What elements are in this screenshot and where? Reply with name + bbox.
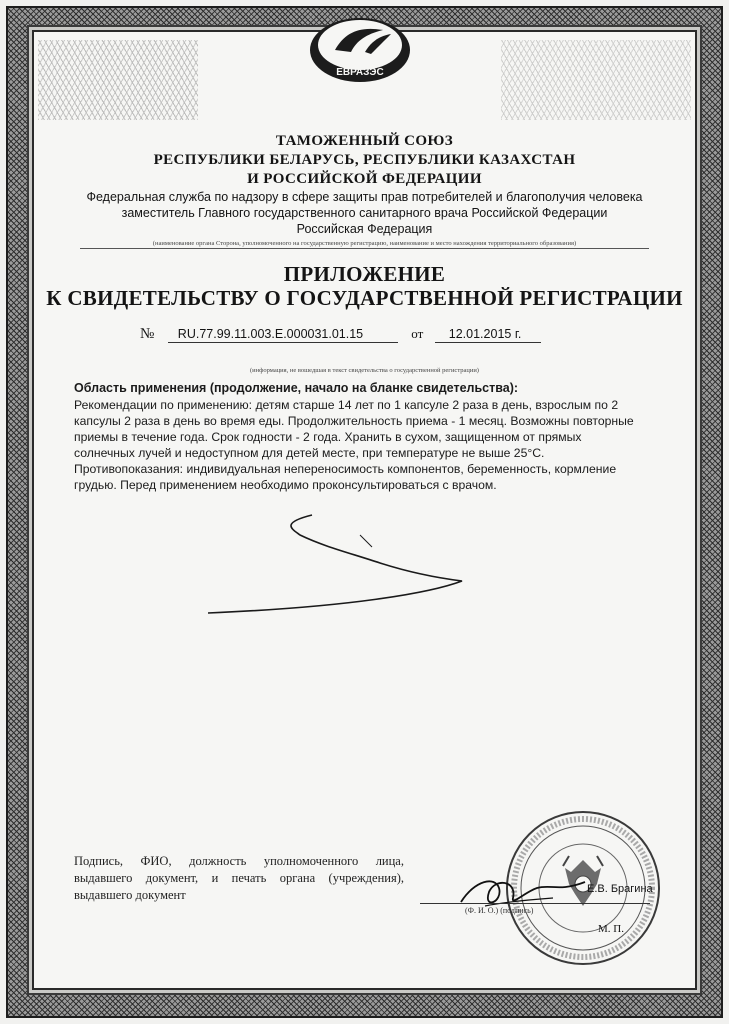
title-line-2: К СВИДЕТЕЛЬСТВУ О ГОСУДАРСТВЕННОЙ РЕГИСТРАЦИИ bbox=[46, 286, 683, 310]
signature-caption: Подпись, ФИО, должность уполномоченного лица, выдавшего документ, и печать органа (учреждения), выдавшего документ bbox=[74, 854, 404, 902]
eurasec-emblem-icon bbox=[305, 12, 415, 84]
header-sub-1: Федеральная служба по надзору в сфере защиты прав потребителей и благополучия человека bbox=[86, 190, 643, 204]
registration-number: RU.77.99.11.003.Е.000031.01.15 bbox=[168, 327, 398, 343]
date-label: от bbox=[411, 326, 424, 341]
cancel-squiggle-mark bbox=[200, 505, 470, 625]
guilloche-pattern-left bbox=[38, 40, 198, 120]
content-paragraph: Рекомендации по применению: детям старше 14 лет по 1 капсуле 2 раза в день, взрослым по 2 капсулы 2 раза в день во время еды. Продолжительность приема - 1 месяц. Возможны повторные приемы в течение года. Срок годности - 2 года. Хранить в сухом, защищенном от прямых солнечных лучей и недоступном для детей месте, при температуре не выше 25°С. Противопоказания: индивидуальная непереносимость компонентов, беременность, кормление грудью. Перед применением необходимо проконсультироваться с врачом. bbox=[74, 398, 634, 492]
content-body bbox=[74, 380, 643, 493]
guilloche-pattern-right bbox=[501, 40, 691, 120]
header-line-1: ТАМОЖЕННЫЙ СОЮЗ bbox=[275, 133, 454, 149]
document-title bbox=[40, 262, 689, 310]
header-line-3: И РОССИЙСКОЙ ФЕДЕРАЦИИ bbox=[247, 171, 482, 187]
section-title: Область применения (продолжение, начало на бланке свидетельства): bbox=[74, 381, 519, 395]
signer-name: Е.В. Брагина bbox=[587, 883, 653, 895]
header-sub-3: Российская Федерация bbox=[296, 222, 433, 236]
stamp-label: М. П. bbox=[598, 923, 624, 935]
issuer-caption: (наименование органа Сторона, уполномоченного на государственную регистрацию, наименование и место нахождения территориального образования) bbox=[80, 240, 649, 249]
registration-line bbox=[140, 326, 541, 343]
signature-underline bbox=[420, 903, 650, 904]
title-line-1: ПРИЛОЖЕНИЕ bbox=[283, 262, 446, 286]
logo-text: ЕВРАЗЭС bbox=[336, 67, 384, 78]
signature-sub-caption: (Ф. И. О.) (подпись) bbox=[465, 906, 534, 915]
number-label: № bbox=[140, 326, 155, 342]
content-caption: (информация, не вошедшая в текст свидетельства о государственной регистрации) bbox=[250, 367, 479, 374]
issuer-header bbox=[40, 132, 689, 237]
registration-date: 12.01.2015 г. bbox=[435, 327, 542, 343]
header-sub-2: заместитель Главного государственного санитарного врача Российской Федерации bbox=[121, 206, 608, 220]
header-line-2: РЕСПУБЛИКИ БЕЛАРУСЬ, РЕСПУБЛИКИ КАЗАХСТАН bbox=[153, 152, 576, 168]
